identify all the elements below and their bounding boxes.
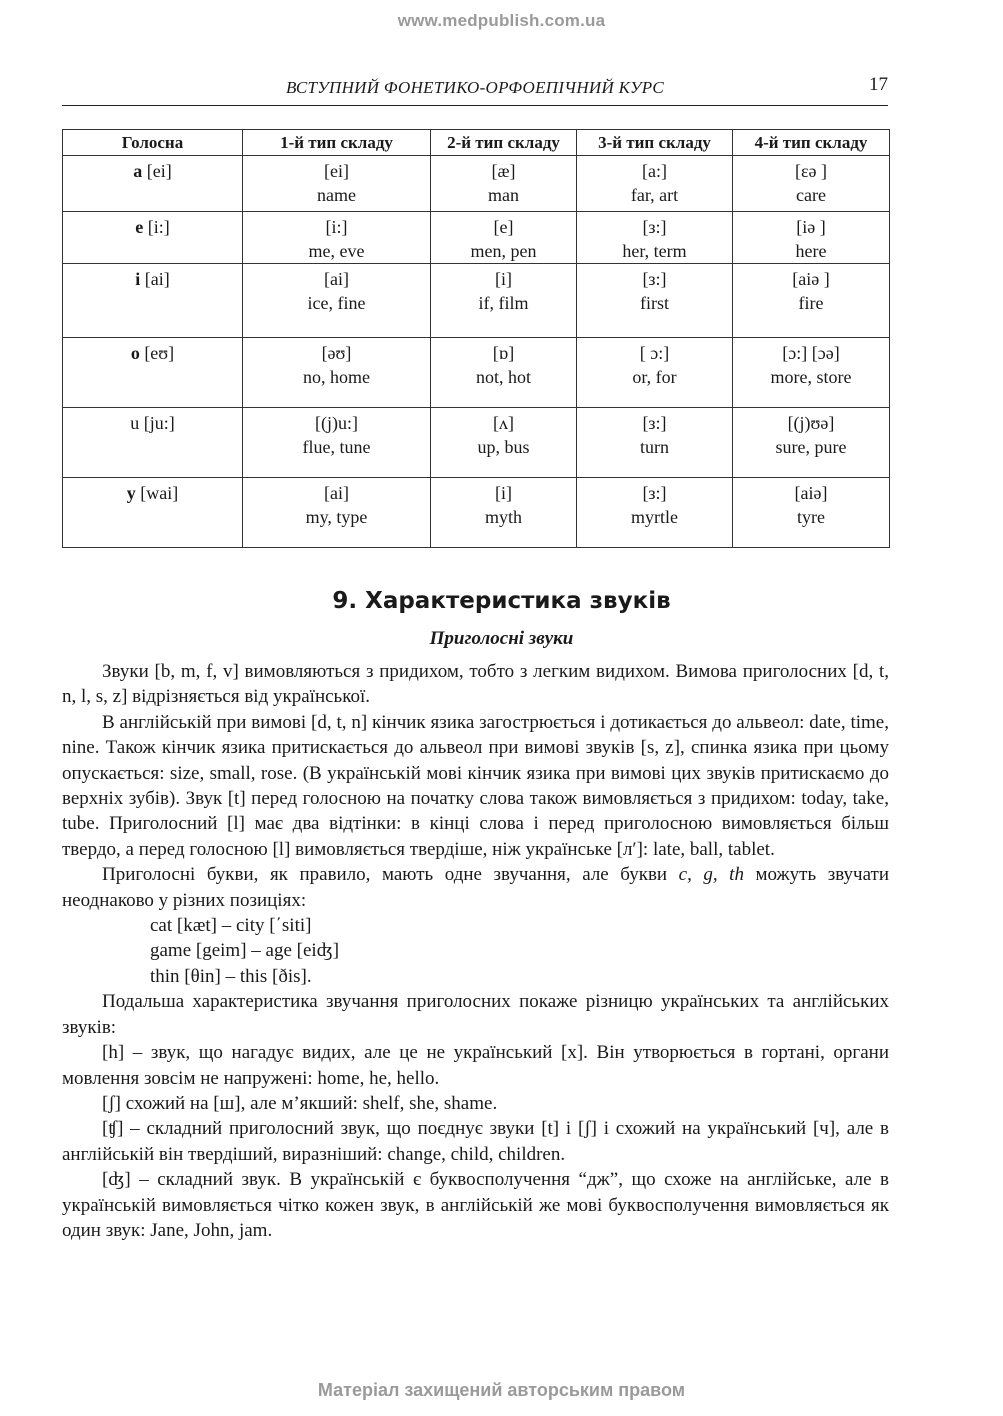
paragraph-text: Приголосні букви, як правило, мають одне звучання, але букви	[102, 864, 679, 886]
example-words: not, hot	[475, 367, 531, 387]
vowel-sound: [i:]	[147, 217, 170, 237]
table-cell	[431, 264, 577, 338]
transcription: [εə ]	[794, 161, 828, 181]
table-row	[63, 408, 890, 478]
transcription: [з:]	[642, 483, 667, 503]
example-words: up, bus	[477, 437, 530, 457]
vowel-letter: e	[135, 217, 144, 237]
vowel-sound: [ai]	[144, 269, 170, 289]
transcription: [ai]	[324, 269, 349, 289]
column-header: 2-й тип складу	[431, 130, 577, 156]
example-words: fire	[798, 293, 824, 313]
transcription: [ɔ:] [ɔə]	[782, 343, 840, 363]
example-words: turn	[640, 437, 669, 457]
subsection-title: Приголосні звуки	[429, 628, 574, 649]
vowel-sound: [wai]	[140, 483, 179, 503]
transcription: [i]	[495, 483, 512, 503]
vowel-syllable-table	[62, 129, 890, 548]
example-words: myrtle	[631, 507, 678, 527]
body-text	[62, 659, 889, 1243]
example-words: if, film	[478, 293, 529, 313]
vowel-sound: [ju:]	[143, 413, 175, 433]
table-cell	[577, 156, 733, 212]
table-cell	[577, 408, 733, 478]
transcription: [(j)u:]	[315, 413, 358, 433]
vowel-letter: i	[135, 269, 141, 289]
table-cell	[577, 338, 733, 408]
table-cell	[733, 478, 890, 548]
table-header-row	[63, 130, 890, 156]
table-cell	[577, 478, 733, 548]
paragraph-text: можуть звучати неоднаково у різних позиціях:	[62, 864, 889, 911]
column-header: 1-й тип складу	[243, 130, 431, 156]
transcription: [ei]	[324, 161, 349, 181]
transcription: [(j)ʊə]	[787, 413, 835, 433]
example-words: sure, pure	[775, 437, 847, 457]
vowel-cell	[63, 212, 243, 264]
table-row	[63, 338, 890, 408]
column-header: Голосна	[63, 130, 243, 156]
transcription: [aiə]	[794, 483, 828, 503]
vowel-cell	[63, 338, 243, 408]
transcription: [aiə ]	[792, 269, 830, 289]
table-cell	[733, 264, 890, 338]
transcription: [ɒ]	[492, 343, 515, 363]
table-cell	[733, 156, 890, 212]
transcription: [з:]	[642, 413, 667, 433]
copyright-footer: Матеріал захищений авторським правом	[317, 1380, 686, 1400]
vowel-letter: a	[133, 161, 143, 181]
vowel-sound: [ei]	[146, 161, 172, 181]
vowel-cell	[63, 478, 243, 548]
example-words: my, type	[305, 507, 368, 527]
emphasis-text: c, g, th	[678, 864, 744, 886]
running-head	[62, 76, 888, 106]
transcription: [ʌ]	[493, 413, 514, 433]
vowel-cell	[63, 156, 243, 212]
example-words: ice, fine	[307, 293, 366, 313]
column-header: 4-й тип складу	[733, 130, 890, 156]
table-row	[63, 264, 890, 338]
example-line: thin [θin] – this [ðis].	[150, 965, 312, 987]
running-title: ВСТУПНИЙ ФОНЕТИКО-ОРФОЕПІЧНИЙ КУРС	[285, 78, 665, 97]
table-row	[63, 156, 890, 212]
paragraph	[62, 862, 889, 913]
example-words: her, term	[622, 241, 687, 261]
table-cell	[431, 212, 577, 264]
example-words: name	[317, 185, 356, 205]
paragraph: Звуки [b, m, f, v] вимовляються з придихом, тобто з легким видихом. Вимова приголосних [d, t, n, l, s, z] відрізняється від української.	[62, 661, 889, 708]
transcription: [ai]	[324, 483, 349, 503]
example-words: flue, tune	[302, 437, 371, 457]
table-cell	[431, 478, 577, 548]
page-number: 17	[869, 74, 888, 95]
paragraph: [ʃ] схожий на [ш], але м’якший: shelf, she, shame.	[102, 1092, 498, 1114]
section-title: 9. Характеристика звуків	[332, 588, 671, 614]
paragraph: Подальша характеристика звучання приголосних покаже різницю українських та англійських звуків:	[62, 991, 889, 1038]
example-words: myth	[484, 507, 522, 527]
table-cell	[431, 156, 577, 212]
example-words: here	[795, 241, 827, 261]
table-cell	[243, 156, 431, 212]
example-words: men, pen	[470, 241, 537, 261]
paragraph: [ʤ] – складний звук. В українській є буквосполучення “дж”, що схоже на англійське, але в українській вимовляється чітко кожен звук, в англійській же мові буквосполучення вимовляється як один звук: Jane, John, jam.	[62, 1169, 889, 1241]
transcription: [e]	[493, 217, 514, 237]
table-cell	[733, 408, 890, 478]
transcription: [з:]	[642, 217, 667, 237]
transcription: [iə ]	[796, 217, 826, 237]
example-words: no, home	[303, 367, 370, 387]
table-cell	[243, 478, 431, 548]
example-words: tyre	[797, 507, 825, 527]
example-words: care	[796, 185, 826, 205]
example-line: cat [kæt] – city [΄siti]	[150, 915, 312, 937]
example-words: man	[488, 185, 519, 205]
paragraph: В англійській при вимові [d, t, n] кінчик язика загострюється і дотикається до альвеол: date, time, nine. Також кінчик язика притискається до альвеол при вимові звуків [s, z], спинка язика при цьому опускається: size, small, rose. (В українській мові кінчик язика при вимові цих звуків притискаємо до верхніх зубів). Звук [t] перед голосною на початку слова також вимовляється з придихом: today, take, tube. Приголосний [l] має два відтінки: в кінці слова і перед приголосною вимовляється більш твердо, а перед голосною [l] вимовляється твердіше, ніж українське [л′]: late, ball, tablet.	[62, 711, 889, 860]
transcription: [æ]	[491, 161, 516, 181]
example-words: or, for	[632, 367, 677, 387]
table-cell	[577, 212, 733, 264]
example-words: first	[640, 293, 669, 313]
table-cell	[243, 212, 431, 264]
site-url: www.medpublish.com.ua	[397, 11, 606, 30]
transcription: [з:]	[642, 269, 667, 289]
example-words: far, art	[630, 185, 679, 205]
paragraph: [ʧ] – складний приголосний звук, що поєднує звуки [t] і [ʃ] і схожий на український [ч], але в англійській він твердіший, виразніший: change, child, children.	[62, 1118, 889, 1165]
transcription: [əʊ]	[321, 343, 352, 363]
example-line: game [geim] – age [eiʤ]	[150, 940, 340, 962]
transcription: [i]	[495, 269, 512, 289]
table-row	[63, 478, 890, 548]
example-words: more, store	[770, 367, 852, 387]
table-cell	[243, 408, 431, 478]
transcription: [i:]	[325, 217, 348, 237]
table-cell	[733, 212, 890, 264]
vowel-sound: [eʊ]	[144, 343, 175, 363]
table-cell	[431, 408, 577, 478]
paragraph: [h] – звук, що нагадує видих, але це не український [х]. Він утворюється в гортані, органи мовлення зовсім не напружені: home, he, hello.	[62, 1042, 889, 1089]
vowel-cell	[63, 408, 243, 478]
table-cell	[577, 264, 733, 338]
vowel-cell	[63, 264, 243, 338]
table-cell	[431, 338, 577, 408]
vowel-letter: y	[126, 483, 136, 503]
table-cell	[243, 338, 431, 408]
vowel-letter: u	[130, 413, 140, 433]
table-cell	[243, 264, 431, 338]
transcription: [a:]	[642, 161, 667, 181]
vowel-letter: o	[130, 343, 140, 363]
table-row	[63, 212, 890, 264]
table-cell	[733, 338, 890, 408]
column-header: 3-й тип складу	[577, 130, 733, 156]
example-words: me, eve	[308, 241, 365, 261]
transcription: [ ɔ:]	[639, 343, 670, 363]
